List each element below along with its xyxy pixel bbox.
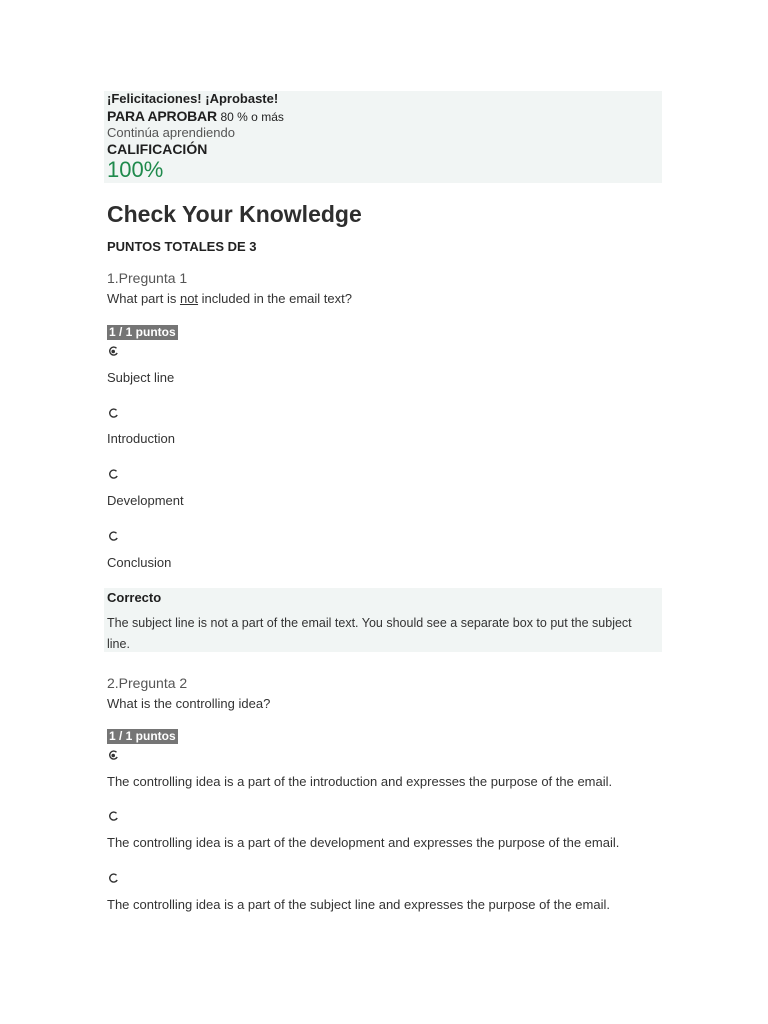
option-q2-2[interactable]: The controlling idea is a part of the development and expresses the purpose of the email.	[107, 835, 620, 850]
radio-unselected-icon[interactable]	[108, 873, 119, 884]
total-points: PUNTOS TOTALES DE 3	[107, 239, 257, 254]
grade-label: CALIFICACIÓN	[107, 141, 208, 157]
option-q1-2[interactable]: Introduction	[107, 431, 175, 446]
option-q2-3[interactable]: The controlling idea is a part of the subject line and expresses the purpose of the email.	[107, 897, 610, 912]
question-1-number: 1.Pregunta 1	[107, 270, 188, 286]
radio-unselected-icon[interactable]	[108, 811, 119, 822]
keep-learning-text: Continúa aprendiendo	[107, 125, 235, 140]
option-q2-1[interactable]: The controlling idea is a part of the introduction and expresses the purpose of the email.	[107, 774, 613, 789]
pass-value: 80 % o más	[220, 110, 284, 124]
pass-requirement	[107, 108, 284, 124]
radio-unselected-icon[interactable]	[108, 531, 119, 542]
radio-selected-icon[interactable]	[108, 346, 119, 357]
option-q1-1[interactable]: Subject line	[107, 370, 175, 385]
page-title: Check Your Knowledge	[107, 201, 362, 227]
question-2-number: 2.Pregunta 2	[107, 675, 188, 691]
question-2-points: 1 / 1 puntos	[109, 729, 176, 743]
question-1-text-start: What part is	[107, 291, 180, 306]
grade-value: 100%	[107, 157, 164, 182]
radio-unselected-icon[interactable]	[108, 469, 119, 480]
question-1-points: 1 / 1 puntos	[109, 325, 176, 339]
option-q1-3[interactable]: Development	[107, 493, 184, 508]
feedback-box	[104, 588, 662, 652]
result-banner	[104, 91, 662, 183]
question-1-text-emphasis: not	[179, 291, 199, 306]
congrats-message: ¡Felicitaciones! ¡Aprobaste!	[107, 91, 279, 106]
radio-unselected-icon[interactable]	[108, 408, 119, 419]
feedback-text: The subject line is not a part of the email text. You should see a separate box to put the subject line.	[107, 616, 632, 651]
feedback-title: Correcto	[107, 590, 162, 605]
question-1-text-end: included in the email text?	[198, 291, 352, 306]
radio-selected-icon[interactable]	[108, 750, 119, 761]
option-q1-4[interactable]: Conclusion	[107, 555, 172, 570]
question-2-text: What is the controlling idea?	[107, 696, 271, 711]
question-1-text	[107, 291, 352, 306]
pass-label: PARA APROBAR	[107, 108, 217, 124]
